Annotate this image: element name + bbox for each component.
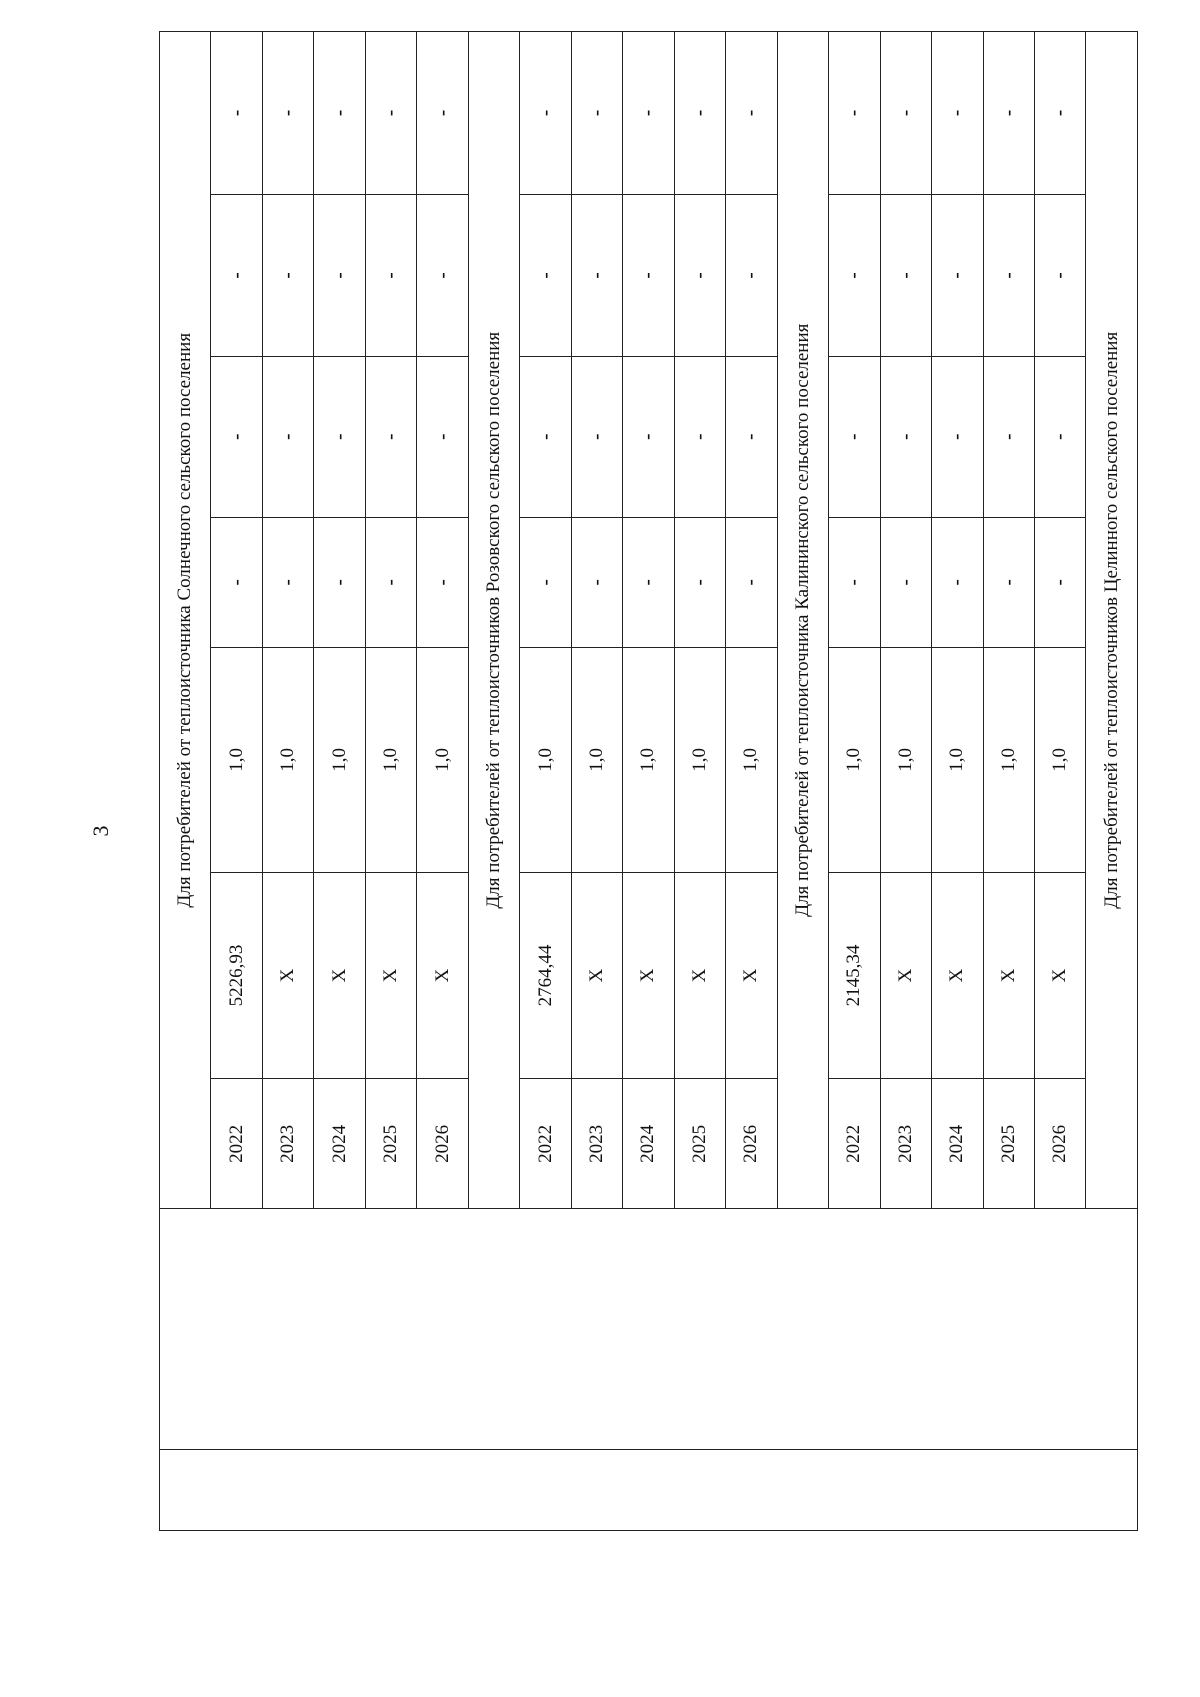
dash-cell: -	[262, 195, 313, 357]
dash-cell: -	[829, 32, 880, 195]
coefficient-cell: 1,0	[314, 647, 365, 872]
year-cell: 2025	[674, 1079, 725, 1209]
coefficient-cell: 1,0	[262, 647, 313, 872]
value-cell: X	[417, 872, 468, 1078]
dash-cell: -	[571, 32, 622, 195]
dash-cell: -	[1034, 356, 1085, 517]
dash-cell: -	[932, 356, 983, 517]
dash-cell: -	[829, 195, 880, 357]
dash-cell: -	[365, 356, 416, 517]
coefficient-cell: 1,0	[520, 647, 571, 872]
value-cell: 2764,44	[520, 872, 571, 1078]
dash-cell: -	[674, 356, 725, 517]
dash-cell: -	[829, 356, 880, 517]
dash-cell: -	[262, 517, 313, 647]
dash-cell: -	[983, 195, 1034, 357]
year-cell: 2022	[829, 1079, 880, 1209]
year-cell: 2023	[880, 1079, 931, 1209]
dash-cell: -	[726, 195, 777, 357]
dash-cell: -	[623, 32, 674, 195]
coefficient-cell: 1,0	[932, 647, 983, 872]
value-cell: X	[880, 872, 931, 1078]
dash-cell: -	[880, 356, 931, 517]
group-header: Для потребителей от теплоисточника Солнечного сельского поселения	[160, 32, 211, 1210]
dash-cell: -	[211, 32, 262, 195]
dash-cell: -	[571, 356, 622, 517]
dash-cell: -	[623, 195, 674, 357]
year-cell: 2025	[983, 1079, 1034, 1209]
dash-cell: -	[365, 195, 416, 357]
group-header: Для потребителей от теплоисточников Розовского сельского поселения	[468, 32, 519, 1210]
dash-cell: -	[829, 517, 880, 647]
dash-cell: -	[211, 517, 262, 647]
coefficient-cell: 1,0	[571, 647, 622, 872]
dash-cell: -	[674, 32, 725, 195]
value-cell: 5226,93	[211, 872, 262, 1078]
coefficient-cell: 1,0	[726, 647, 777, 872]
dash-cell: -	[262, 356, 313, 517]
dash-cell: -	[571, 195, 622, 357]
dash-cell: -	[983, 517, 1034, 647]
dash-cell: -	[211, 195, 262, 357]
dash-cell: -	[417, 32, 468, 195]
value-cell: X	[262, 872, 313, 1078]
dash-cell: -	[314, 195, 365, 357]
dash-cell: -	[983, 356, 1034, 517]
value-cell: 2145,34	[829, 872, 880, 1078]
value-cell: X	[365, 872, 416, 1078]
dash-cell: -	[932, 195, 983, 357]
dash-cell: -	[1034, 517, 1085, 647]
coefficient-cell: 1,0	[880, 647, 931, 872]
table-body	[160, 32, 1138, 1531]
year-cell: 2022	[211, 1079, 262, 1209]
value-cell: X	[932, 872, 983, 1078]
dash-cell: -	[623, 356, 674, 517]
coefficient-cell: 1,0	[674, 647, 725, 872]
blank-column-a	[160, 1449, 1138, 1530]
dash-cell: -	[1034, 32, 1085, 195]
year-cell: 2024	[932, 1079, 983, 1209]
dash-cell: -	[365, 32, 416, 195]
coefficient-cell: 1,0	[623, 647, 674, 872]
dash-cell: -	[211, 356, 262, 517]
dash-cell: -	[880, 195, 931, 357]
dash-cell: -	[520, 356, 571, 517]
year-cell: 2023	[262, 1079, 313, 1209]
value-cell: X	[314, 872, 365, 1078]
dash-cell: -	[417, 356, 468, 517]
dash-cell: -	[726, 517, 777, 647]
value-cell: X	[674, 872, 725, 1078]
group-header: Для потребителей от теплоисточника Калининского сельского поселения	[777, 32, 828, 1210]
dash-cell: -	[314, 517, 365, 647]
dash-cell: -	[417, 517, 468, 647]
dash-cell: -	[365, 517, 416, 647]
value-cell: X	[571, 872, 622, 1078]
dash-cell: -	[726, 32, 777, 195]
coefficient-cell: 1,0	[983, 647, 1034, 872]
value-cell: X	[726, 872, 777, 1078]
rotated-table-wrapper	[159, 31, 1137, 1531]
year-cell: 2022	[520, 1079, 571, 1209]
dash-cell: -	[932, 32, 983, 195]
coefficient-cell: 1,0	[365, 647, 416, 872]
dash-cell: -	[880, 32, 931, 195]
year-cell: 2026	[1034, 1079, 1085, 1209]
coefficient-cell: 1,0	[829, 647, 880, 872]
dash-cell: -	[674, 517, 725, 647]
dash-cell: -	[314, 32, 365, 195]
year-cell: 2024	[314, 1079, 365, 1209]
coefficient-cell: 1,0	[211, 647, 262, 872]
dash-cell: -	[726, 356, 777, 517]
coefficient-cell: 1,0	[417, 647, 468, 872]
year-cell: 2024	[623, 1079, 674, 1209]
dash-cell: -	[932, 517, 983, 647]
group-header: Для потребителей от теплоисточников Целинного сельского поселения	[1086, 32, 1137, 1210]
value-cell: X	[983, 872, 1034, 1078]
value-cell: X	[623, 872, 674, 1078]
tariff-table	[159, 31, 1138, 1531]
coefficient-cell: 1,0	[1034, 647, 1085, 872]
dash-cell: -	[314, 356, 365, 517]
dash-cell: -	[983, 32, 1034, 195]
dash-cell: -	[520, 195, 571, 357]
dash-cell: -	[520, 517, 571, 647]
page-number: 3	[88, 825, 113, 837]
blank-column-b	[160, 1209, 1138, 1449]
year-cell: 2026	[726, 1079, 777, 1209]
year-cell: 2023	[571, 1079, 622, 1209]
group-header-row	[160, 32, 211, 1531]
dash-cell: -	[262, 32, 313, 195]
value-cell: X	[1034, 872, 1085, 1078]
dash-cell: -	[571, 517, 622, 647]
dash-cell: -	[623, 517, 674, 647]
dash-cell: -	[520, 32, 571, 195]
dash-cell: -	[417, 195, 468, 357]
year-cell: 2025	[365, 1079, 416, 1209]
dash-cell: -	[674, 195, 725, 357]
dash-cell: -	[880, 517, 931, 647]
year-cell: 2026	[417, 1079, 468, 1209]
dash-cell: -	[1034, 195, 1085, 357]
